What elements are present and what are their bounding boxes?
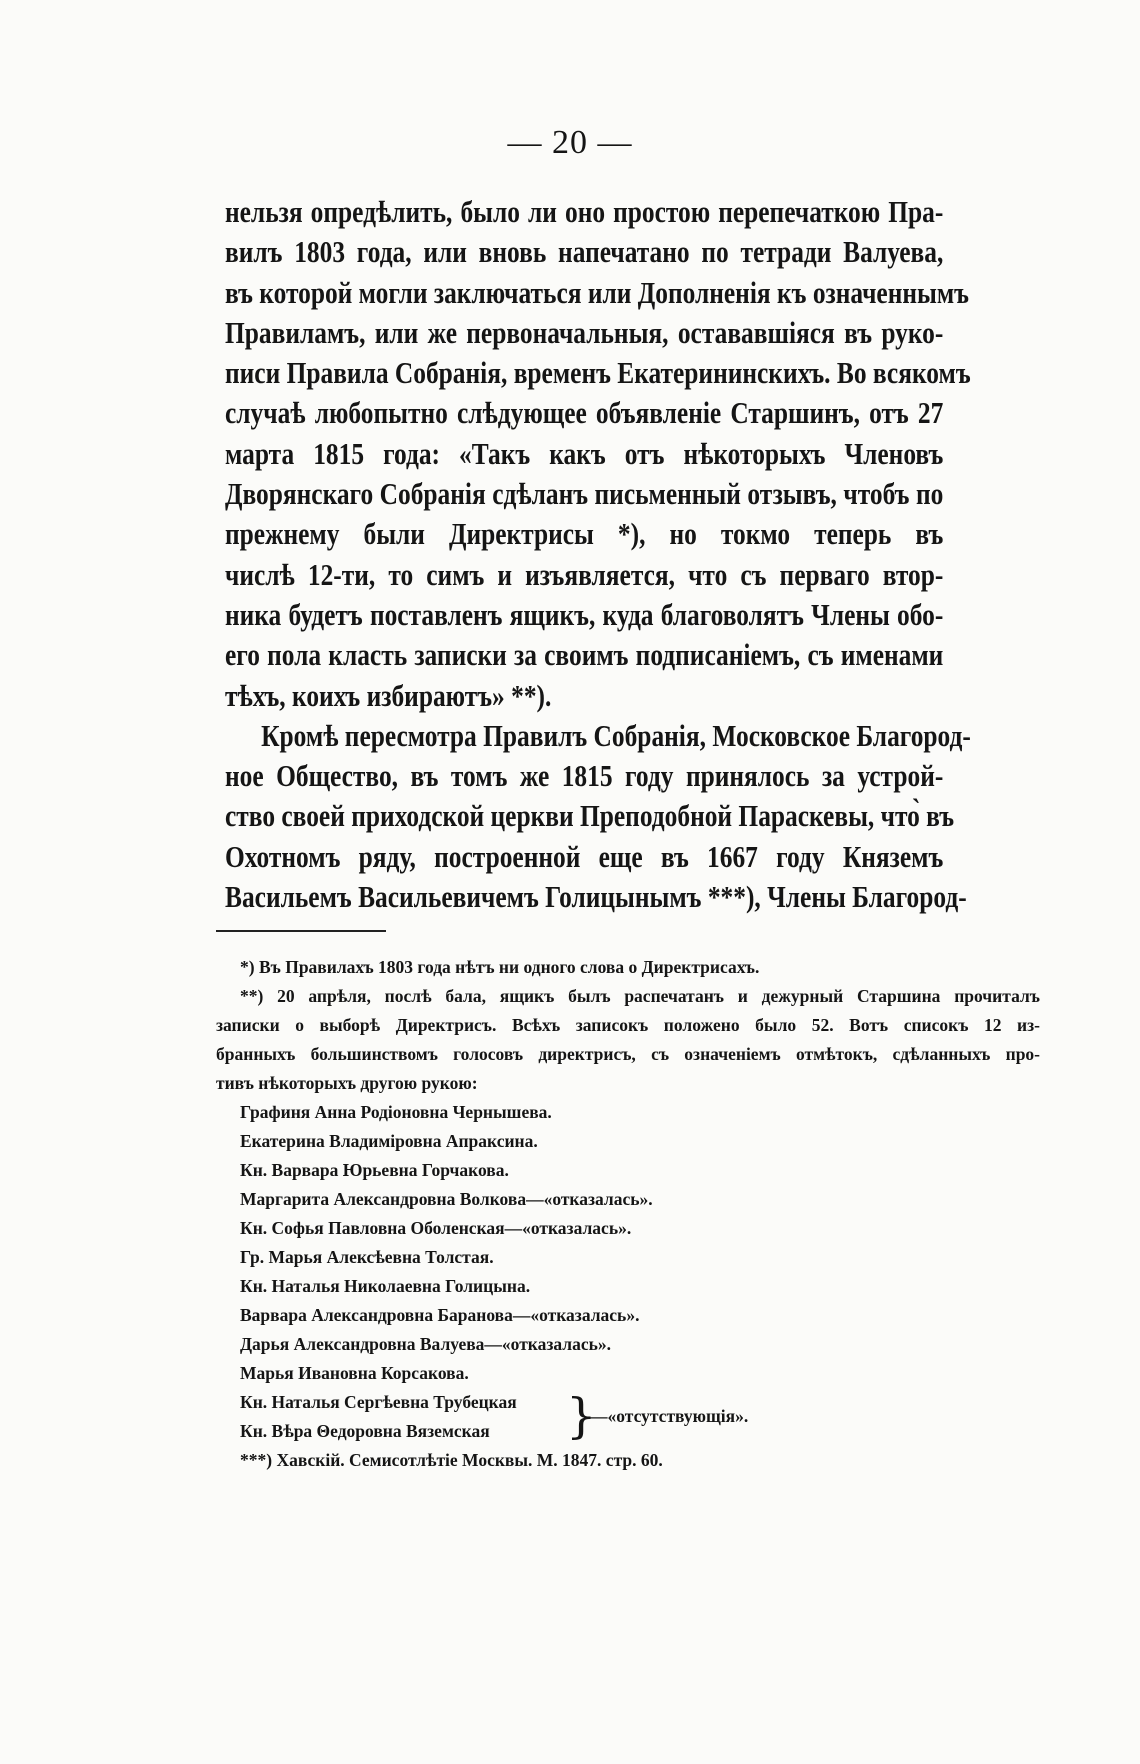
text-line: Дворянскаго Собранія сдѣланъ письменный отзывъ, чтобъ по [225, 476, 944, 512]
text-line: ство своей приходской церкви Преподобной Параскевы, что̀ въ [225, 798, 955, 834]
text-line: марта 1815 года: «Такъ какъ отъ нѣкоторыхъ Членовъ [225, 435, 944, 471]
list-item: Кн. Софья Павловна Оболенская—«отказалась». [240, 1218, 632, 1238]
paragraph-start-line: Кромѣ пересмотра Правилъ Собранія, Московское Благород- [261, 717, 971, 753]
footnote-2-line: записки о выборѣ Директрисъ. Всѣхъ записокъ положено было 52. Вотъ списокъ 12 из- [216, 1015, 1040, 1035]
text-line: Васильемъ Васильевичемъ Голицынымъ ***), Члены Благород- [225, 879, 967, 915]
list-item: Кн. Вѣра Θедоровна Вяземская [240, 1421, 490, 1441]
footnotes [216, 953, 1040, 1475]
text-line: ника будетъ поставленъ ящикъ, куда благоволятъ Члены обо- [225, 596, 944, 632]
list-item: Гр. Марья Алексѣевна Толстая. [240, 1247, 494, 1267]
text-line: въ которой могли заключаться или Дополненія къ означеннымъ [225, 274, 969, 310]
footnote-2-line: **) 20 апрѣля, послѣ бала, ящикъ былъ распечатанъ и дежурный Старшина прочиталъ [240, 986, 1040, 1006]
list-item: Дарья Александровна Валуева—«отказалась». [240, 1334, 612, 1354]
text-line: случаѣ любопытно слѣдующее объявленіе Старшинъ, отъ 27 [225, 395, 944, 431]
text-line: Правиламъ, или же первоначальныя, остававшіяся въ руко- [225, 314, 944, 350]
list-item: Маргарита Александровна Волкова—«отказалась». [240, 1189, 653, 1209]
curly-brace-glyph: } [566, 1388, 597, 1444]
page-number: — 20 — [507, 124, 633, 161]
list-item: Кн. Наталья Сергѣевна Трубецкая [240, 1392, 517, 1412]
list-item: Екатерина Владиміровна Апраксина. [240, 1131, 538, 1151]
text-line: тѣхъ, коихъ избираютъ» **). [225, 677, 552, 713]
list-item: Варвара Александровна Баранова—«отказалась». [240, 1305, 640, 1325]
brace-names [240, 1388, 517, 1446]
text-line: нельзя опредѣлить, было ли оно простою перепечаткою Пра- [225, 194, 944, 229]
text-line: ное Общество, въ томъ же 1815 году принялось за устрой- [225, 758, 944, 794]
footnote-1: *) Въ Правилахъ 1803 года нѣтъ ни одного слова о Директрисахъ. [240, 957, 760, 977]
text-line: писи Правила Собранія, временъ Екатерининскихъ. Во всякомъ [225, 355, 971, 391]
list-item: Кн. Варвара Юрьевна Горчакова. [240, 1160, 509, 1180]
list-item: Графиня Анна Родіоновна Чернышева. [240, 1102, 552, 1122]
brace-group [240, 1388, 1040, 1446]
text-line: числѣ 12-ти, то симъ и изъявляется, что съ перваго втор- [225, 556, 944, 592]
text-line: его пола класть записки за своимъ подписаніемъ, съ именами [225, 637, 944, 673]
text-line: прежнему были Директрисы *), но токмо теперь въ [225, 516, 944, 552]
footnote-2-line: бранныхъ большинствомъ голосовъ директрисъ, съ означеніемъ отмѣтокъ, сдѣланныхъ про- [216, 1044, 1040, 1064]
list-item: Марья Ивановна Корсакова. [240, 1363, 469, 1383]
text-line: Охотномъ ряду, построенной еще въ 1667 году Княземъ [225, 838, 944, 874]
footnote-3: ***) Хавскій. Семисотлѣтіе Москвы. М. 1847. стр. 60. [240, 1450, 663, 1470]
text-line: вилъ 1803 года, или вновь напечатано по тетради Валуева, [225, 234, 944, 270]
main-text [225, 192, 971, 917]
footnote-separator [216, 930, 386, 932]
footnote-2-line: тивъ нѣкоторыхъ другою рукою: [216, 1073, 478, 1093]
brace-note: —«отсутствующія». [590, 1406, 749, 1426]
list-item: Кн. Наталья Николаевна Голицына. [240, 1276, 531, 1296]
